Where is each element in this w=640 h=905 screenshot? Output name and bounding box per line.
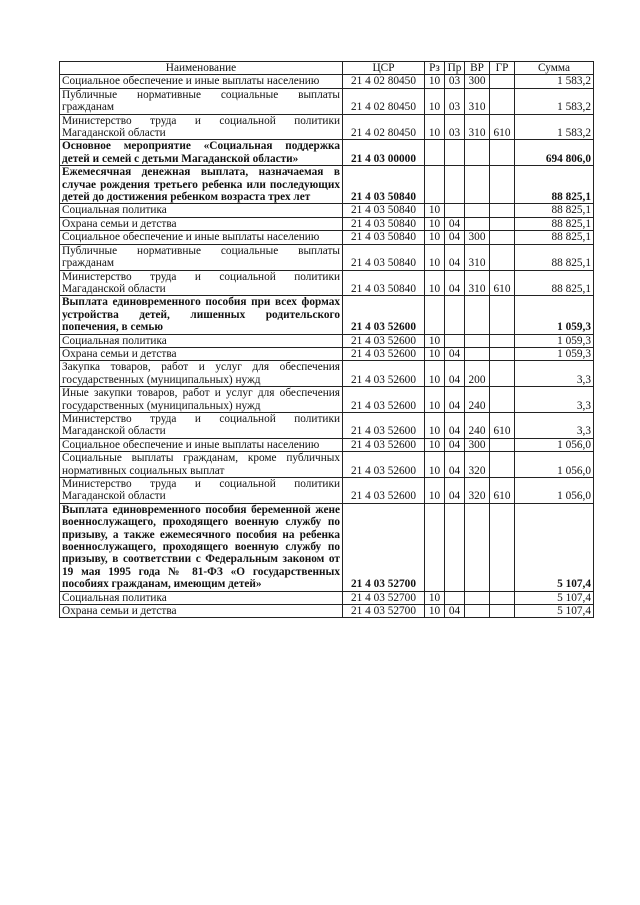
row-name-cell: Социальная политика bbox=[60, 334, 343, 347]
row-name-cell: Публичные нормативные социальные выплаты гражданам bbox=[60, 244, 343, 270]
row-sum-cell: 1 583,2 bbox=[515, 88, 594, 114]
row-csr-cell: 21 4 03 50840 bbox=[343, 217, 425, 230]
table-row bbox=[60, 478, 594, 504]
row-name-cell: Выплата единовременного пособия беременной жене военнослужащего, проходящего военную службу по призыву, а также ежемесячного пособия на ребенка военнослужащего, проходящего военную службу по призыву, в соответствии с Федеральным законом от 19 мая 1995 года № 81-ФЗ «О государственных пособиях гражданам, имеющим детей» bbox=[60, 503, 343, 591]
row-gr-cell bbox=[490, 296, 515, 334]
row-name-cell: Социальные выплаты гражданам, кроме публичных нормативных социальных выплат bbox=[60, 452, 343, 478]
row-vr-cell: 320 bbox=[465, 452, 490, 478]
row-csr-cell: 21 4 03 52600 bbox=[343, 412, 425, 438]
table-row bbox=[60, 244, 594, 270]
row-csr-cell: 21 4 03 50840 bbox=[343, 231, 425, 244]
row-vr-cell bbox=[465, 296, 490, 334]
row-sum-cell: 5 107,4 bbox=[515, 503, 594, 591]
table-row bbox=[60, 605, 594, 618]
row-gr-cell bbox=[490, 591, 515, 604]
row-vr-cell: 310 bbox=[465, 114, 490, 140]
row-name-cell: Министерство труда и социальной политики Магаданской области bbox=[60, 270, 343, 296]
row-pr-cell: 04 bbox=[445, 231, 465, 244]
row-vr-cell bbox=[465, 347, 490, 360]
row-rz-cell: 10 bbox=[425, 478, 445, 504]
row-csr-cell: 21 4 02 80450 bbox=[343, 88, 425, 114]
row-rz-cell: 10 bbox=[425, 244, 445, 270]
row-vr-cell: 300 bbox=[465, 231, 490, 244]
row-vr-cell bbox=[465, 334, 490, 347]
row-name-cell: Министерство труда и социальной политики Магаданской области bbox=[60, 114, 343, 140]
row-vr-cell: 240 bbox=[465, 412, 490, 438]
row-gr-cell: 610 bbox=[490, 412, 515, 438]
row-rz-cell: 10 bbox=[425, 114, 445, 140]
row-pr-cell: 04 bbox=[445, 605, 465, 618]
row-vr-cell bbox=[465, 140, 490, 166]
row-sum-cell: 3,3 bbox=[515, 387, 594, 413]
row-vr-cell: 200 bbox=[465, 361, 490, 387]
row-gr-cell bbox=[490, 503, 515, 591]
row-vr-cell bbox=[465, 503, 490, 591]
row-pr-cell: 04 bbox=[445, 387, 465, 413]
row-pr-cell: 04 bbox=[445, 412, 465, 438]
row-pr-cell: 04 bbox=[445, 361, 465, 387]
row-csr-cell: 21 4 03 52600 bbox=[343, 478, 425, 504]
row-csr-cell: 21 4 03 52600 bbox=[343, 334, 425, 347]
table-row bbox=[60, 231, 594, 244]
row-sum-cell: 1 059,3 bbox=[515, 334, 594, 347]
row-name-cell: Социальное обеспечение и иные выплаты населению bbox=[60, 438, 343, 451]
table-row bbox=[60, 270, 594, 296]
header-pr: Пр bbox=[445, 62, 465, 75]
row-gr-cell bbox=[490, 387, 515, 413]
table-row bbox=[60, 296, 594, 334]
row-sum-cell: 88 825,1 bbox=[515, 217, 594, 230]
row-rz-cell: 10 bbox=[425, 361, 445, 387]
row-rz-cell: 10 bbox=[425, 217, 445, 230]
table-row bbox=[60, 412, 594, 438]
row-gr-cell bbox=[490, 217, 515, 230]
row-pr-cell: 04 bbox=[445, 478, 465, 504]
budget-table bbox=[59, 61, 594, 618]
table-row bbox=[60, 438, 594, 451]
row-sum-cell: 1 583,2 bbox=[515, 75, 594, 88]
row-name-cell: Министерство труда и социальной политики Магаданской области bbox=[60, 478, 343, 504]
row-rz-cell: 10 bbox=[425, 75, 445, 88]
row-rz-cell bbox=[425, 296, 445, 334]
row-pr-cell: 04 bbox=[445, 270, 465, 296]
table-row bbox=[60, 204, 594, 217]
row-name-cell: Социальное обеспечение и иные выплаты населению bbox=[60, 231, 343, 244]
row-sum-cell: 1 056,0 bbox=[515, 438, 594, 451]
row-gr-cell bbox=[490, 231, 515, 244]
row-sum-cell: 1 056,0 bbox=[515, 478, 594, 504]
row-name-cell: Иные закупки товаров, работ и услуг для обеспечения государственных (муниципальных) нужд bbox=[60, 387, 343, 413]
table-header-row bbox=[60, 62, 594, 75]
header-vr: ВР bbox=[465, 62, 490, 75]
row-pr-cell: 04 bbox=[445, 244, 465, 270]
header-name: Наименование bbox=[60, 62, 343, 75]
row-gr-cell: 610 bbox=[490, 114, 515, 140]
row-rz-cell bbox=[425, 503, 445, 591]
row-rz-cell: 10 bbox=[425, 204, 445, 217]
row-pr-cell: 04 bbox=[445, 452, 465, 478]
row-name-cell: Ежемесячная денежная выплата, назначаемая в случае рождения третьего ребенка или последующих детей до достижения ребенком возраста трех лет bbox=[60, 166, 343, 204]
row-gr-cell bbox=[490, 438, 515, 451]
table-row bbox=[60, 217, 594, 230]
row-sum-cell: 88 825,1 bbox=[515, 270, 594, 296]
table-row bbox=[60, 334, 594, 347]
row-gr-cell bbox=[490, 452, 515, 478]
row-name-cell: Социальная политика bbox=[60, 591, 343, 604]
header-rz: Рз bbox=[425, 62, 445, 75]
row-sum-cell: 1 583,2 bbox=[515, 114, 594, 140]
row-gr-cell: 610 bbox=[490, 478, 515, 504]
row-rz-cell: 10 bbox=[425, 605, 445, 618]
row-pr-cell bbox=[445, 334, 465, 347]
row-sum-cell: 88 825,1 bbox=[515, 204, 594, 217]
row-name-cell: Социальное обеспечение и иные выплаты населению bbox=[60, 75, 343, 88]
row-pr-cell: 04 bbox=[445, 438, 465, 451]
row-name-cell: Министерство труда и социальной политики Магаданской области bbox=[60, 412, 343, 438]
row-gr-cell bbox=[490, 605, 515, 618]
table-row bbox=[60, 503, 594, 591]
row-csr-cell: 21 4 02 80450 bbox=[343, 114, 425, 140]
row-gr-cell bbox=[490, 347, 515, 360]
table-row bbox=[60, 88, 594, 114]
table-body bbox=[60, 75, 594, 618]
row-vr-cell: 310 bbox=[465, 244, 490, 270]
row-rz-cell bbox=[425, 140, 445, 166]
row-csr-cell: 21 4 03 52600 bbox=[343, 361, 425, 387]
row-sum-cell: 88 825,1 bbox=[515, 231, 594, 244]
row-pr-cell: 03 bbox=[445, 75, 465, 88]
row-sum-cell: 1 056,0 bbox=[515, 452, 594, 478]
row-vr-cell: 310 bbox=[465, 88, 490, 114]
row-vr-cell: 310 bbox=[465, 270, 490, 296]
row-rz-cell: 10 bbox=[425, 452, 445, 478]
header-csr: ЦСР bbox=[343, 62, 425, 75]
row-sum-cell: 5 107,4 bbox=[515, 591, 594, 604]
row-name-cell: Охрана семьи и детства bbox=[60, 605, 343, 618]
row-rz-cell: 10 bbox=[425, 88, 445, 114]
row-rz-cell: 10 bbox=[425, 591, 445, 604]
row-csr-cell: 21 4 03 52700 bbox=[343, 503, 425, 591]
row-name-cell: Охрана семьи и детства bbox=[60, 347, 343, 360]
table-row bbox=[60, 140, 594, 166]
row-sum-cell: 1 059,3 bbox=[515, 296, 594, 334]
row-rz-cell bbox=[425, 166, 445, 204]
row-csr-cell: 21 4 03 52600 bbox=[343, 387, 425, 413]
row-vr-cell bbox=[465, 166, 490, 204]
row-gr-cell bbox=[490, 140, 515, 166]
row-gr-cell bbox=[490, 361, 515, 387]
row-gr-cell bbox=[490, 88, 515, 114]
row-rz-cell: 10 bbox=[425, 270, 445, 296]
table-row bbox=[60, 361, 594, 387]
row-rz-cell: 10 bbox=[425, 438, 445, 451]
table-row bbox=[60, 591, 594, 604]
row-pr-cell bbox=[445, 591, 465, 604]
row-gr-cell bbox=[490, 75, 515, 88]
row-pr-cell bbox=[445, 503, 465, 591]
row-csr-cell: 21 4 03 50840 bbox=[343, 166, 425, 204]
row-csr-cell: 21 4 02 80450 bbox=[343, 75, 425, 88]
table-row bbox=[60, 114, 594, 140]
row-rz-cell: 10 bbox=[425, 347, 445, 360]
table-row bbox=[60, 347, 594, 360]
row-vr-cell: 240 bbox=[465, 387, 490, 413]
row-rz-cell: 10 bbox=[425, 231, 445, 244]
row-name-cell: Социальная политика bbox=[60, 204, 343, 217]
row-pr-cell: 04 bbox=[445, 217, 465, 230]
row-csr-cell: 21 4 03 50840 bbox=[343, 204, 425, 217]
row-gr-cell bbox=[490, 244, 515, 270]
row-sum-cell: 1 059,3 bbox=[515, 347, 594, 360]
row-vr-cell: 300 bbox=[465, 75, 490, 88]
row-sum-cell: 3,3 bbox=[515, 361, 594, 387]
row-sum-cell: 5 107,4 bbox=[515, 605, 594, 618]
row-pr-cell bbox=[445, 296, 465, 334]
table-row bbox=[60, 75, 594, 88]
row-pr-cell: 03 bbox=[445, 88, 465, 114]
row-vr-cell bbox=[465, 204, 490, 217]
row-csr-cell: 21 4 03 52600 bbox=[343, 296, 425, 334]
row-pr-cell: 04 bbox=[445, 347, 465, 360]
row-pr-cell bbox=[445, 140, 465, 166]
header-gr: ГР bbox=[490, 62, 515, 75]
row-name-cell: Основное мероприятие «Социальная поддержка детей и семей с детьми Магаданской области» bbox=[60, 140, 343, 166]
table-row bbox=[60, 166, 594, 204]
row-csr-cell: 21 4 03 50840 bbox=[343, 244, 425, 270]
row-vr-cell: 320 bbox=[465, 478, 490, 504]
row-sum-cell: 3,3 bbox=[515, 412, 594, 438]
row-rz-cell: 10 bbox=[425, 412, 445, 438]
row-sum-cell: 88 825,1 bbox=[515, 244, 594, 270]
row-vr-cell: 300 bbox=[465, 438, 490, 451]
row-vr-cell bbox=[465, 217, 490, 230]
row-name-cell: Выплата единовременного пособия при всех формах устройства детей, лишенных родительского попечения, в семью bbox=[60, 296, 343, 334]
row-csr-cell: 21 4 03 52700 bbox=[343, 591, 425, 604]
row-csr-cell: 21 4 03 52600 bbox=[343, 438, 425, 451]
row-vr-cell bbox=[465, 591, 490, 604]
row-sum-cell: 88 825,1 bbox=[515, 166, 594, 204]
row-pr-cell bbox=[445, 166, 465, 204]
row-rz-cell: 10 bbox=[425, 334, 445, 347]
table-row bbox=[60, 452, 594, 478]
row-csr-cell: 21 4 03 52700 bbox=[343, 605, 425, 618]
row-sum-cell: 694 806,0 bbox=[515, 140, 594, 166]
row-gr-cell bbox=[490, 204, 515, 217]
row-gr-cell bbox=[490, 334, 515, 347]
row-pr-cell: 03 bbox=[445, 114, 465, 140]
row-gr-cell bbox=[490, 166, 515, 204]
row-name-cell: Публичные нормативные социальные выплаты гражданам bbox=[60, 88, 343, 114]
row-vr-cell bbox=[465, 605, 490, 618]
table-row bbox=[60, 387, 594, 413]
row-gr-cell: 610 bbox=[490, 270, 515, 296]
row-pr-cell bbox=[445, 204, 465, 217]
row-name-cell: Охрана семьи и детства bbox=[60, 217, 343, 230]
row-csr-cell: 21 4 03 50840 bbox=[343, 270, 425, 296]
row-name-cell: Закупка товаров, работ и услуг для обеспечения государственных (муниципальных) нужд bbox=[60, 361, 343, 387]
row-rz-cell: 10 bbox=[425, 387, 445, 413]
row-csr-cell: 21 4 03 52600 bbox=[343, 347, 425, 360]
row-csr-cell: 21 4 03 52600 bbox=[343, 452, 425, 478]
row-csr-cell: 21 4 03 00000 bbox=[343, 140, 425, 166]
header-sum: Сумма bbox=[515, 62, 594, 75]
